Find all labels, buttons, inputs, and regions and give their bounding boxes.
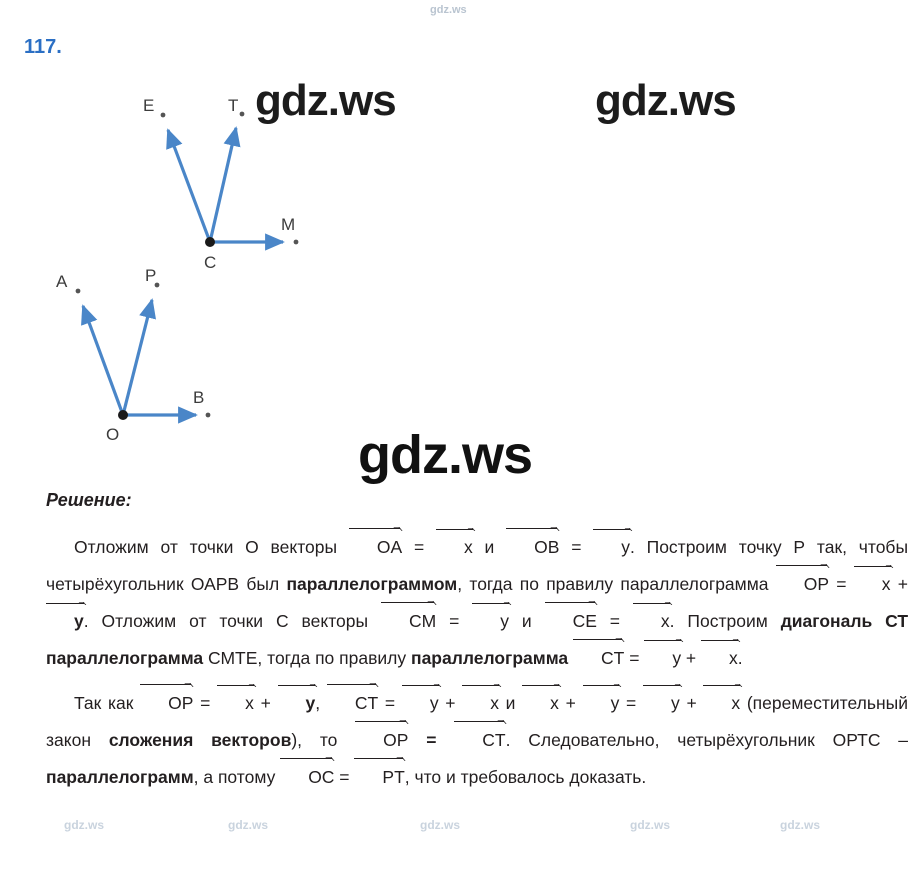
task-number: 117. (24, 36, 62, 58)
vector-x-notation-1: x (436, 528, 473, 565)
p1-s10: = (436, 611, 473, 631)
point-C (205, 237, 215, 247)
watermark-row-0: gdz.ws (64, 818, 105, 832)
watermark-row-4: gdz.ws (780, 818, 821, 832)
vector-y-notation-8: y (643, 684, 680, 721)
p1-s2: = (402, 537, 436, 557)
p2-s5: = (378, 693, 402, 713)
p2-s3: + (253, 693, 278, 713)
point-B (206, 413, 211, 418)
vector-x-notation-7: x (522, 684, 559, 721)
label-P: P (145, 266, 157, 285)
watermark-figure-left: gdz.ws (255, 76, 396, 125)
vector-OC-notation: OC (280, 758, 334, 795)
watermark-figure-right: gdz.ws (595, 76, 736, 125)
vector-y-notation-4: y (644, 639, 681, 676)
vector-OP-notation-3: OP (355, 721, 408, 758)
p2-s9: = (619, 693, 643, 713)
p2-s4: , (315, 693, 327, 713)
point-M (294, 240, 299, 245)
label-B: B (193, 388, 205, 407)
label-E: E (143, 96, 155, 115)
vector-x-notation-6: x (462, 684, 499, 721)
vector-CE-notation: CE (545, 602, 597, 639)
p2-s10: + (679, 693, 704, 713)
vector-figure (0, 70, 420, 460)
p1-s12: = (596, 611, 633, 631)
p2-s16: = (334, 767, 355, 787)
label-O: O (106, 425, 120, 444)
p2-bold-1: сложения векторов (108, 730, 292, 750)
solution-paragraph-1 (46, 528, 908, 676)
p1-s15: = (624, 648, 645, 668)
vector-CT-notation-2: CT (327, 684, 378, 721)
p2-s2: = (193, 693, 218, 713)
p2-s11: (переместительный закон (46, 693, 908, 750)
vector-OP (123, 300, 152, 415)
p2-s1: Так как (74, 693, 141, 713)
label-A: A (56, 272, 68, 291)
label-C: C (204, 253, 217, 272)
p2-s15: , а потому (193, 767, 281, 787)
vector-y-notation-2: y (46, 602, 84, 639)
p2-s7: и (498, 693, 523, 713)
vector-x-notation-8: x (703, 684, 740, 721)
p1-s5: . Построим точку Р так, чтобы четырёхугольник ОАРВ был (46, 537, 909, 594)
vector-CT-notation: CT (573, 639, 624, 676)
p1-s7: = (829, 574, 854, 594)
p1-bold-2: диагональ СТ параллелограмма (46, 611, 909, 668)
p1-s6: , тогда по правилу параллелограмма (457, 574, 776, 594)
p1-s8: + (890, 574, 908, 594)
vector-y-notation-7: y (583, 684, 620, 721)
solution-heading: Решение: (46, 490, 132, 510)
vector-OP-notation: OP (776, 565, 829, 602)
point-E (161, 113, 166, 118)
solution-paragraph-2 (46, 684, 908, 795)
p2-s14: . Следовательно, четырёхугольник ОРТС – (505, 730, 908, 750)
vector-x-notation-5: x (217, 684, 254, 721)
vector-OB-notation: OB (506, 528, 559, 565)
p1-s14: СМТЕ, тогда по правилу (203, 648, 411, 668)
point-A (76, 289, 81, 294)
vector-y-notation-5: y (278, 684, 316, 721)
vector-CE (168, 130, 210, 242)
p1-s1: Отложим от точки О векторы (74, 537, 349, 557)
watermark-row-3: gdz.ws (630, 818, 671, 832)
vector-CT-notation-3: CT (454, 721, 505, 758)
vector-CT (210, 128, 236, 242)
vector-group-o (76, 283, 211, 420)
p2-s8: + (558, 693, 583, 713)
watermark-center: gdz.ws (358, 425, 533, 485)
point-O (118, 410, 128, 420)
p1-s3: и (472, 537, 507, 557)
p1-bold-1: параллелограммом (286, 574, 458, 594)
p1-s4: = (559, 537, 594, 557)
p1-s17: . (737, 648, 743, 668)
vector-OA (83, 306, 123, 415)
p2-bold-2: параллелограмм (46, 767, 194, 787)
watermark-row-2: gdz.ws (420, 818, 461, 832)
p2-s17: , что и требовалось доказать. (404, 767, 647, 787)
vector-CM-notation: CM (381, 602, 436, 639)
p1-bold-3: параллелограмма (411, 648, 569, 668)
vector-y-notation-1: y (593, 528, 630, 565)
watermark-row-1: gdz.ws (228, 818, 269, 832)
vector-x-notation-3: x (633, 602, 670, 639)
vector-x-notation-4: x (701, 639, 738, 676)
vector-y-notation-6: y (402, 684, 439, 721)
vector-OA-notation: OA (349, 528, 402, 565)
p1-s9: . Отложим от точки С векторы (83, 611, 381, 631)
vector-PT-notation: PT (354, 758, 404, 795)
p2-s13: = (408, 730, 455, 750)
vector-y-notation-3: y (472, 602, 509, 639)
vector-x-notation-2: x (854, 565, 891, 602)
label-M: M (281, 215, 296, 234)
p1-s13: . Построим (669, 611, 781, 631)
vector-group-c (161, 112, 299, 247)
solution-body (46, 528, 908, 803)
point-T (240, 112, 245, 117)
label-T: T (228, 96, 239, 115)
p2-s6: + (438, 693, 463, 713)
watermark-top-center: gdz.ws (430, 4, 467, 16)
p1-s16: + (681, 648, 702, 668)
p2-s12: ), то (291, 730, 356, 750)
p1-s11: и (508, 611, 545, 631)
vector-OP-notation-2: OP (140, 684, 193, 721)
